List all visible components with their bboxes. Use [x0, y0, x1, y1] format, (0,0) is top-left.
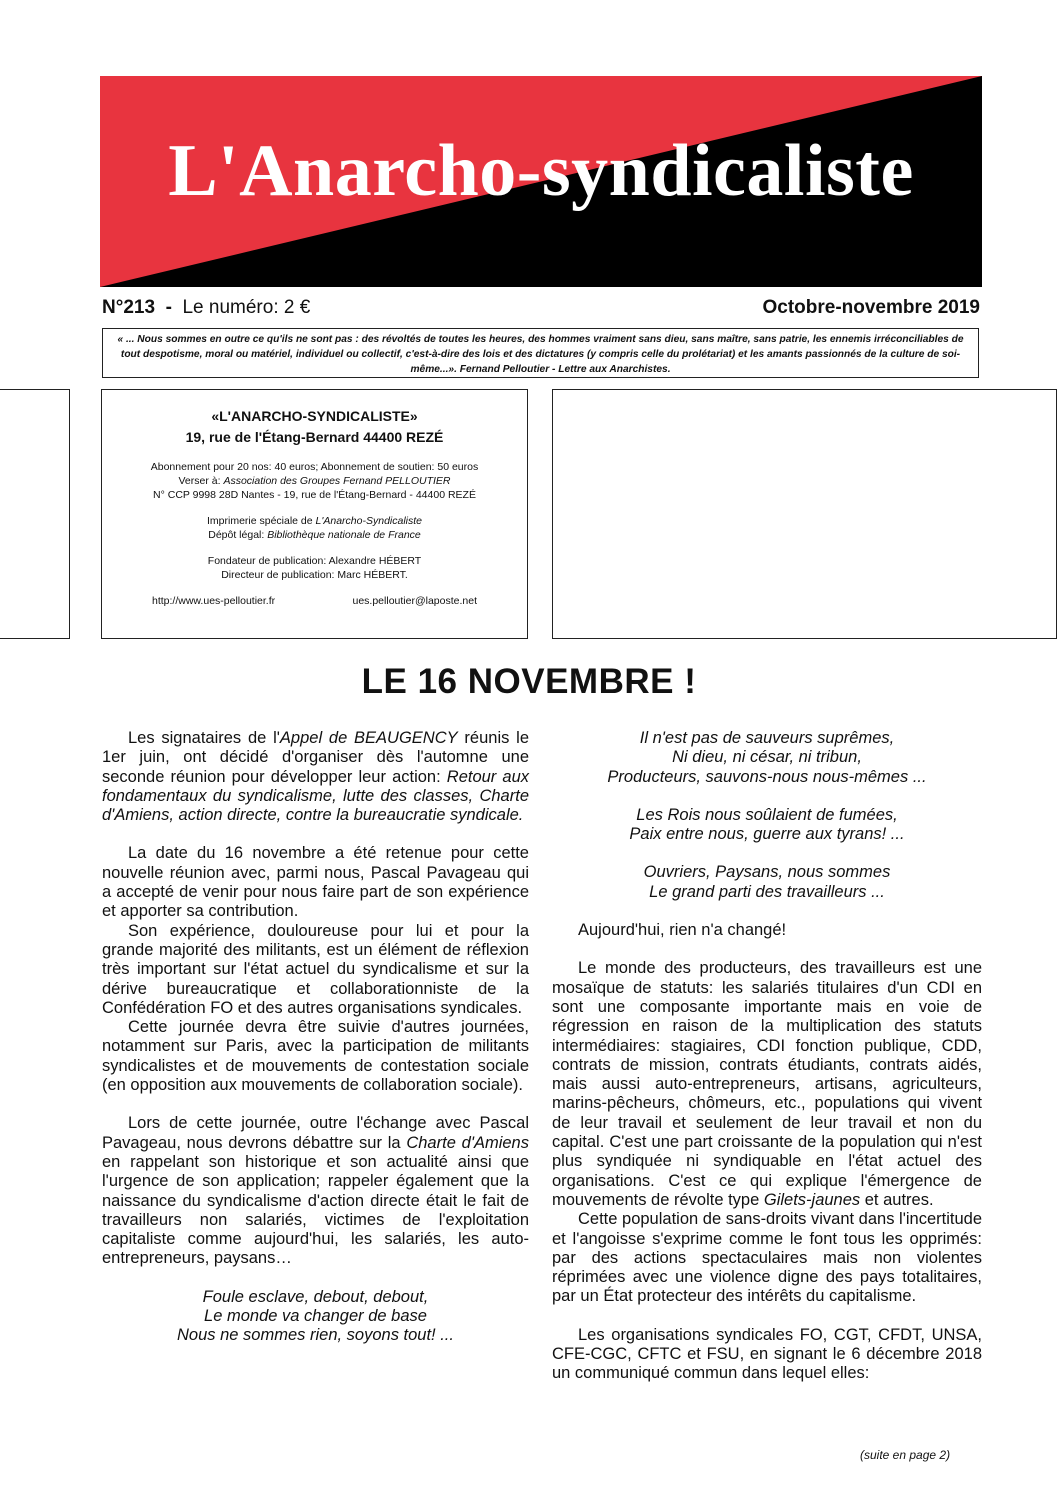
legal-value: Bibliothèque nationale de France: [267, 529, 421, 541]
issue-info: [102, 297, 310, 319]
issue-price: Le numéro: 2 €: [182, 297, 311, 318]
masthead-title: L'Anarcho-syndicaliste: [168, 130, 914, 212]
printer-name: L'Anarcho-Syndicaliste: [315, 515, 423, 527]
issue-date: Octobre-novembre 2019: [762, 297, 980, 318]
text-run: Lors de cette journée, outre l'échange avec Pascal Pavageau, nous devrons débattre sur la: [102, 1114, 529, 1152]
contact-links: [102, 594, 527, 608]
text-run: Gilets-jaunes: [763, 1190, 861, 1209]
subscription-info: Abonnement pour 20 nos: 40 euros; Abonnement de soutien: 50 euros: [150, 461, 479, 473]
verse-line: Il n'est pas de sauveurs suprêmes,: [639, 729, 895, 747]
article-right-column: [552, 729, 982, 1384]
paragraph: Cette journée devra être suivie d'autres journées, notamment sur Paris, avec la participation de militants syndicalistes et de mouvements de contestation sociale (en opposition aux mouvements de collaboration sociale).: [102, 1018, 529, 1095]
verse-line: Le monde va changer de base: [204, 1307, 427, 1326]
verse-line: Le grand parti des travailleurs ...: [649, 882, 885, 901]
issue-number: N°213: [102, 297, 156, 318]
paragraph: [102, 1114, 529, 1268]
text-run: et autres.: [860, 1190, 934, 1209]
paragraph: Cette population de sans-droits vivant dans l'incertitude et l'angoisse s'exprime comme le font tous les opprimés: par des actions spectaculaires mais non violentes réprimées avec une violence digne des pays totalitaires, par un État protecteur des intérêts du capitalisme.: [552, 1210, 982, 1306]
internationale-verse: [102, 1288, 529, 1346]
internationale-verse: [552, 806, 982, 845]
continued-note: (suite en page 2): [860, 1448, 951, 1462]
text-run: Retour aux fondamentaux du syndicalisme, lutte des classes, Charte d'Amiens, action directe, contre la bureaucratie syndicale.: [102, 767, 529, 825]
paragraph: La date du 16 novembre a été retenue pour cette nouvelle réunion avec, parmi nous, Pascal Pavageau qui a accepté de venir pour nous faire part de son expérience et apporter sa contribution.: [102, 844, 529, 921]
verse-line: Ouvriers, Paysans, nous sommes: [643, 863, 891, 882]
pay-to-label: Verser à:: [178, 475, 224, 487]
director-info: Directeur de publication: Marc HÉBERT.: [221, 569, 408, 581]
verse-line: Ni dieu, ni césar, ni tribun,: [672, 748, 862, 767]
text-run: Appel de BEAUGENCY: [279, 729, 458, 747]
verse-line: Foule esclave, debout, debout,: [202, 1287, 429, 1306]
paragraph: [552, 959, 982, 1210]
founder-info: Fondateur de publication: Alexandre HÉBERT: [207, 555, 422, 567]
ccp-info: N° CCP 9998 28D Nantes - 19, rue de l'Étang-Bernard - 44400 REZÉ: [153, 489, 476, 501]
internationale-verse: [552, 729, 982, 787]
article-left-column: [102, 729, 529, 1346]
verse-line: Producteurs, sauvons-nous nous-mêmes ...: [607, 767, 927, 786]
quote-text: « ... Nous sommes en outre ce qu'ils ne sont pas : des révoltés de toutes les heures, des hommes vraiment sans dieu, sans maître, sans patrie, les ennemis irréconciliables de tout despotisme, moral ou matériel, individuel ou collectif, c'est-à-dire des lois et des dictatures (y compris celle du prolétariat) et les amants passionnés de la culture de soi-même...». Fernand Pelloutier - Lettre aux Anarchistes.: [117, 334, 964, 375]
paragraph: [102, 729, 529, 825]
verse-line: Les Rois nous soûlaient de fumées,: [636, 805, 898, 824]
text-run: Charte d'Amiens: [406, 1133, 529, 1152]
pay-to-name: Association des Groupes Fernand PELLOUTIER: [223, 475, 451, 487]
publisher-info-box: [101, 389, 528, 639]
text-run: Les signataires de l': [128, 729, 280, 747]
payment-info: [102, 474, 527, 488]
right-empty-box: [552, 389, 1057, 639]
verse-line: Nous ne sommes rien, soyons tout! ...: [177, 1326, 454, 1345]
printer-label: Imprimerie spéciale de: [206, 515, 316, 527]
text-run: Le monde des producteurs, des travailleurs est une mosaïque de statuts: les salariés titulaires d'un CDI en sont une composante importante mais en voie de régression en raison de la multiplication des statuts intermédiaires: stagiaires, CDI fonction publique, CDD, contrats de mission, contrats étudiants, contrats aidés, mais aussi auto-entrepreneurs, artisans, agriculteurs, marins-pêcheurs, chômeurs, etc., populations qui vivent de leur travail et seulement de leur travail et non du capital. C'est une part croissante de la population qui n'est plus syndiquée ni syndiquable en l'état actuel des organisations. C'est ce qui explique l'émergence de mouvements de révolte type: [552, 959, 982, 1209]
pelloutier-quote-box: [102, 328, 979, 378]
masthead-banner: [100, 76, 982, 287]
article-headline: LE 16 NOVEMBRE !: [361, 662, 697, 701]
website-link[interactable]: http://www.ues-pelloutier.fr: [152, 595, 276, 607]
publication-name: «L'ANARCHO-SYNDICALISTE»: [211, 408, 418, 424]
text-run: en rappelant son historique et son actualité ainsi que l'urgence de son application; rappeler également que la naissance du syndicalisme d'action directe était le fait de travailleurs non salariés, victimes de l'exploitation capitaliste comme aujourd'hui, les salariés, les auto-entrepreneurs, paysans…: [102, 1152, 529, 1268]
text-run: réunis le 1er juin, ont décidé d'organiser dès l'automne une seconde réunion pour développer leur action:: [102, 729, 529, 786]
verse-line: Paix entre nous, guerre aux tyrans! ...: [629, 825, 905, 844]
issue-separator: -: [165, 297, 172, 318]
paragraph: Les organisations syndicales FO, CGT, CFDT, UNSA, CFE-CGC, CFTC et FSU, en signant le 6 décembre 2018 un communiqué commun dans lequel elles:: [552, 1325, 982, 1383]
paragraph: Aujourd'hui, rien n'a changé!: [578, 921, 787, 940]
legal-label: Dépôt légal:: [208, 529, 268, 541]
left-empty-box: [0, 389, 70, 639]
legal-deposit: [102, 528, 527, 542]
paragraph: Son expérience, douloureuse pour lui et pour la grande majorité des militants, est un élément de réflexion très important sur l'état actuel du syndicalisme et sur la dérive bureaucratique et collaborationniste de la Confédération FO et des autres organisations syndicales.: [102, 921, 529, 1017]
printer-info: [102, 514, 527, 528]
internationale-verse: [552, 863, 982, 902]
email-link[interactable]: ues.pelloutier@laposte.net: [352, 595, 477, 607]
publication-address: 19, rue de l'Étang-Bernard 44400 REZÉ: [185, 429, 444, 445]
